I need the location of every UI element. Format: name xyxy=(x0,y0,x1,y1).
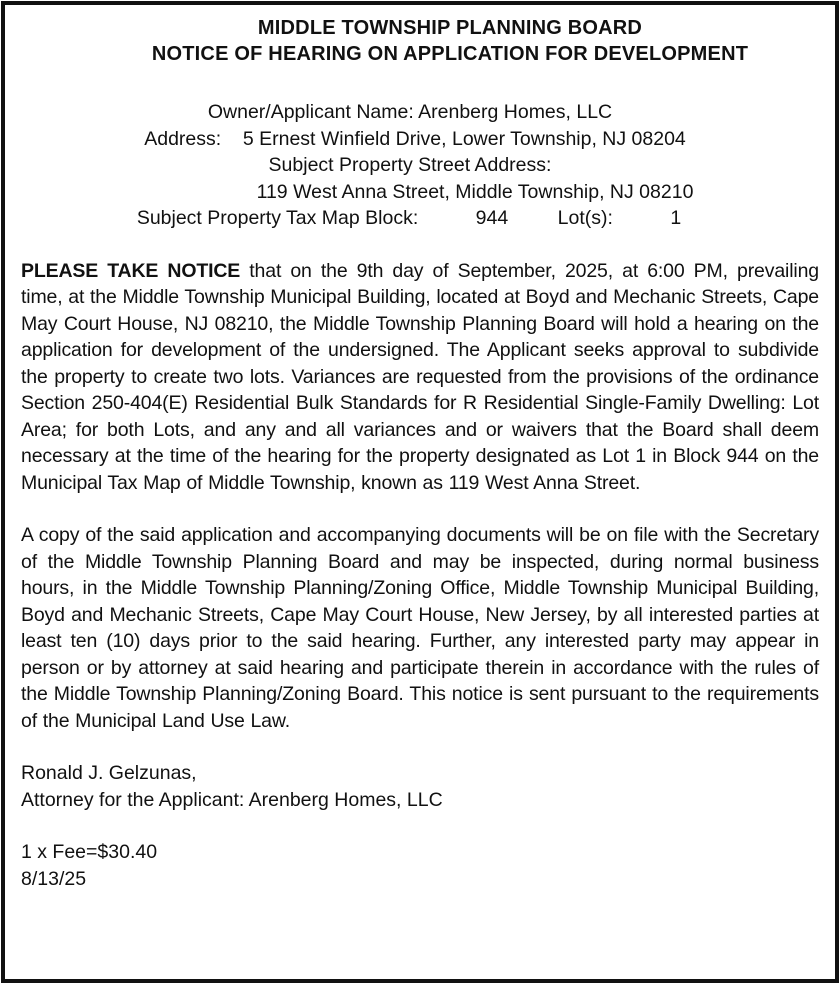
fee-line: 1 x Fee=$30.40 xyxy=(21,841,158,863)
board-title: MIDDLE TOWNSHIP PLANNING BOARD xyxy=(257,17,643,39)
date-line: 8/13/25 xyxy=(21,867,87,890)
owner-line xyxy=(21,99,819,126)
tax-block-label: Subject Property Tax Map Block: xyxy=(136,207,419,229)
owner-value: Arenberg Homes, LLC xyxy=(418,101,613,123)
inspection-paragraph: A copy of the said application and accompanying documents will be on file with the Secretary of the Middle Township Planning Board and may be inspected, during normal business hours, in the Middle Township Planning/Zoning Office, Middle Township Municipal Building, Boyd and Mechanic Streets, Cape May Court House, New Jersey, by all interested parties at least ten (10) days prior to the said hearing. Further, any interested party may appear in person or by attorney at said hearing and participate therein in accordance with the rules of the Middle Township Planning/Zoning Board. This notice is sent pursuant to the requirements of the Municipal Land Use Law. xyxy=(21,524,819,732)
notice-paragraph-text: that on the 9th day of September, 2025, at 6:00 PM, prevailing time, at the Middle Township Municipal Building, located at Boyd and Mechanic Streets, Cape May Court House, NJ 08210, the Middle Township Planning Board will hold a hearing on the application for development of the undersigned. The Applicant seeks approval to subdivide the property to create two lots. Variances are requested from the provisions of the ordinance Section 250-404(E) Residential Bulk Standards for R Residential Single-Family Dwelling: Lot Area; for both Lots, and any and all variances and or waivers that the Board shall deem necessary at the time of the hearing for the property designated as Lot 1 in Block 944 on the Municipal Tax Map of Middle Township, known as 119 West Anna Street. xyxy=(21,259,819,494)
address-label: Address: xyxy=(144,127,222,150)
notice-paragraph xyxy=(21,258,819,497)
tax-map-line xyxy=(21,205,819,232)
subject-address-label: Subject Property Street Address: xyxy=(268,154,552,176)
notice-footer xyxy=(21,839,819,892)
subject-address-value-line xyxy=(21,179,819,206)
notice-title: NOTICE OF HEARING ON APPLICATION FOR DEVELOPMENT xyxy=(151,43,749,65)
subject-address-value: 119 West Anna Street, Middle Township, NJ 08210 xyxy=(256,180,694,203)
legal-notice xyxy=(1,1,839,983)
applicant-info xyxy=(21,99,819,232)
signature-block xyxy=(21,760,819,813)
subject-address-label-line xyxy=(21,152,819,179)
lot-value: 1 xyxy=(670,207,682,229)
owner-label: Owner/Applicant Name: xyxy=(207,101,414,123)
attorney-title: Attorney for the Applicant: Arenberg Homes, LLC xyxy=(21,788,443,811)
lot-label: Lot(s): xyxy=(557,207,613,229)
notice-header xyxy=(81,15,819,67)
address-value: 5 Ernest Winfield Drive, Lower Township, NJ 08204 xyxy=(242,127,686,150)
notice-lead: PLEASE TAKE NOTICE xyxy=(21,259,241,282)
attorney-name: Ronald J. Gelzunas, xyxy=(21,762,197,784)
address-line xyxy=(21,126,819,153)
tax-block-value: 944 xyxy=(475,207,509,229)
